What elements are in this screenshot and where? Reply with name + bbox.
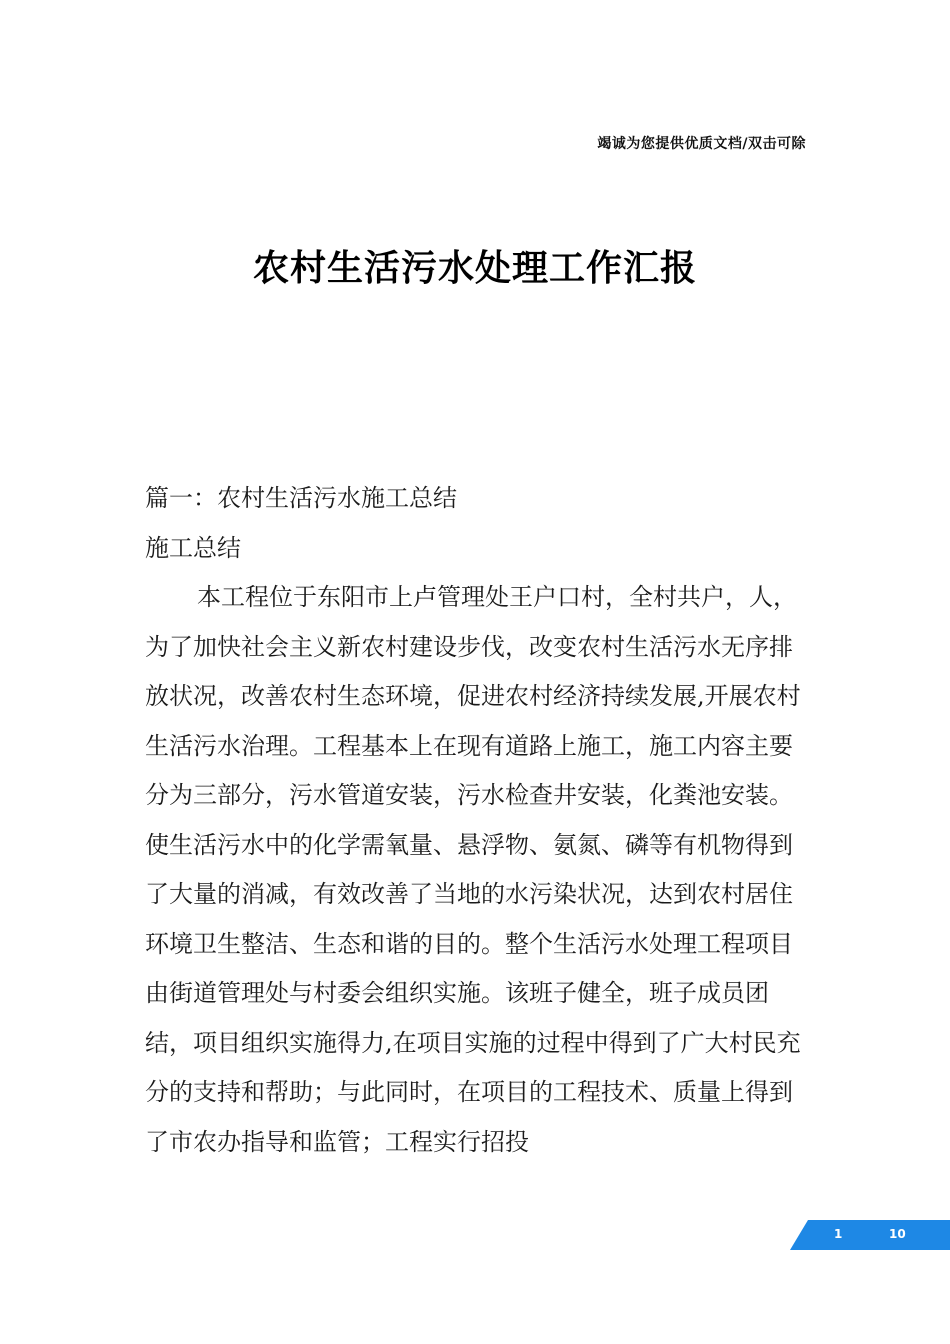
body-paragraph: 本工程位于东阳市上卢管理处王户口村，全村共户，人，为了加快社会主义新农村建设步伐，改变农村生活污水无序排放状况，改善农村生态环境，促进农村经济持续发展,开展农村生活污水治理。工程基本上在现有道路上施工，施工内容主要分为三部分，污水管道安装，污水检查井安装，化粪池安装。使生活污水中的化学需氧量、悬浮物、氨氮、磷等有机物得到了大量的消减，有效改善了当地的水污染状况，达到农村居住环境卫生整洁、生态和谐的目的。整个生活污水处理工程项目由街道管理处与村委会组织实施。该班子健全，班子成员团结，项目组织实施得力,在项目实施的过程中得到了广大村民充分的支持和帮助；与此同时，在项目的工程技术、质量上得到了市农办指导和监管；工程实行招投 <box>145 583 801 1156</box>
document-body <box>145 474 815 1167</box>
page-indicator <box>790 1220 950 1250</box>
header-note: 竭诚为您提供优质文档/双击可除 <box>597 136 806 152</box>
page-number: 1 <box>834 1227 843 1241</box>
page-tab-shape <box>790 1220 950 1250</box>
subheading: 施工总结 <box>145 533 241 562</box>
section-heading: 篇一：农村生活污水施工总结 <box>145 484 457 512</box>
page-total: 10 <box>889 1227 906 1241</box>
document-title: 农村生活污水处理工作汇报 <box>252 248 697 289</box>
